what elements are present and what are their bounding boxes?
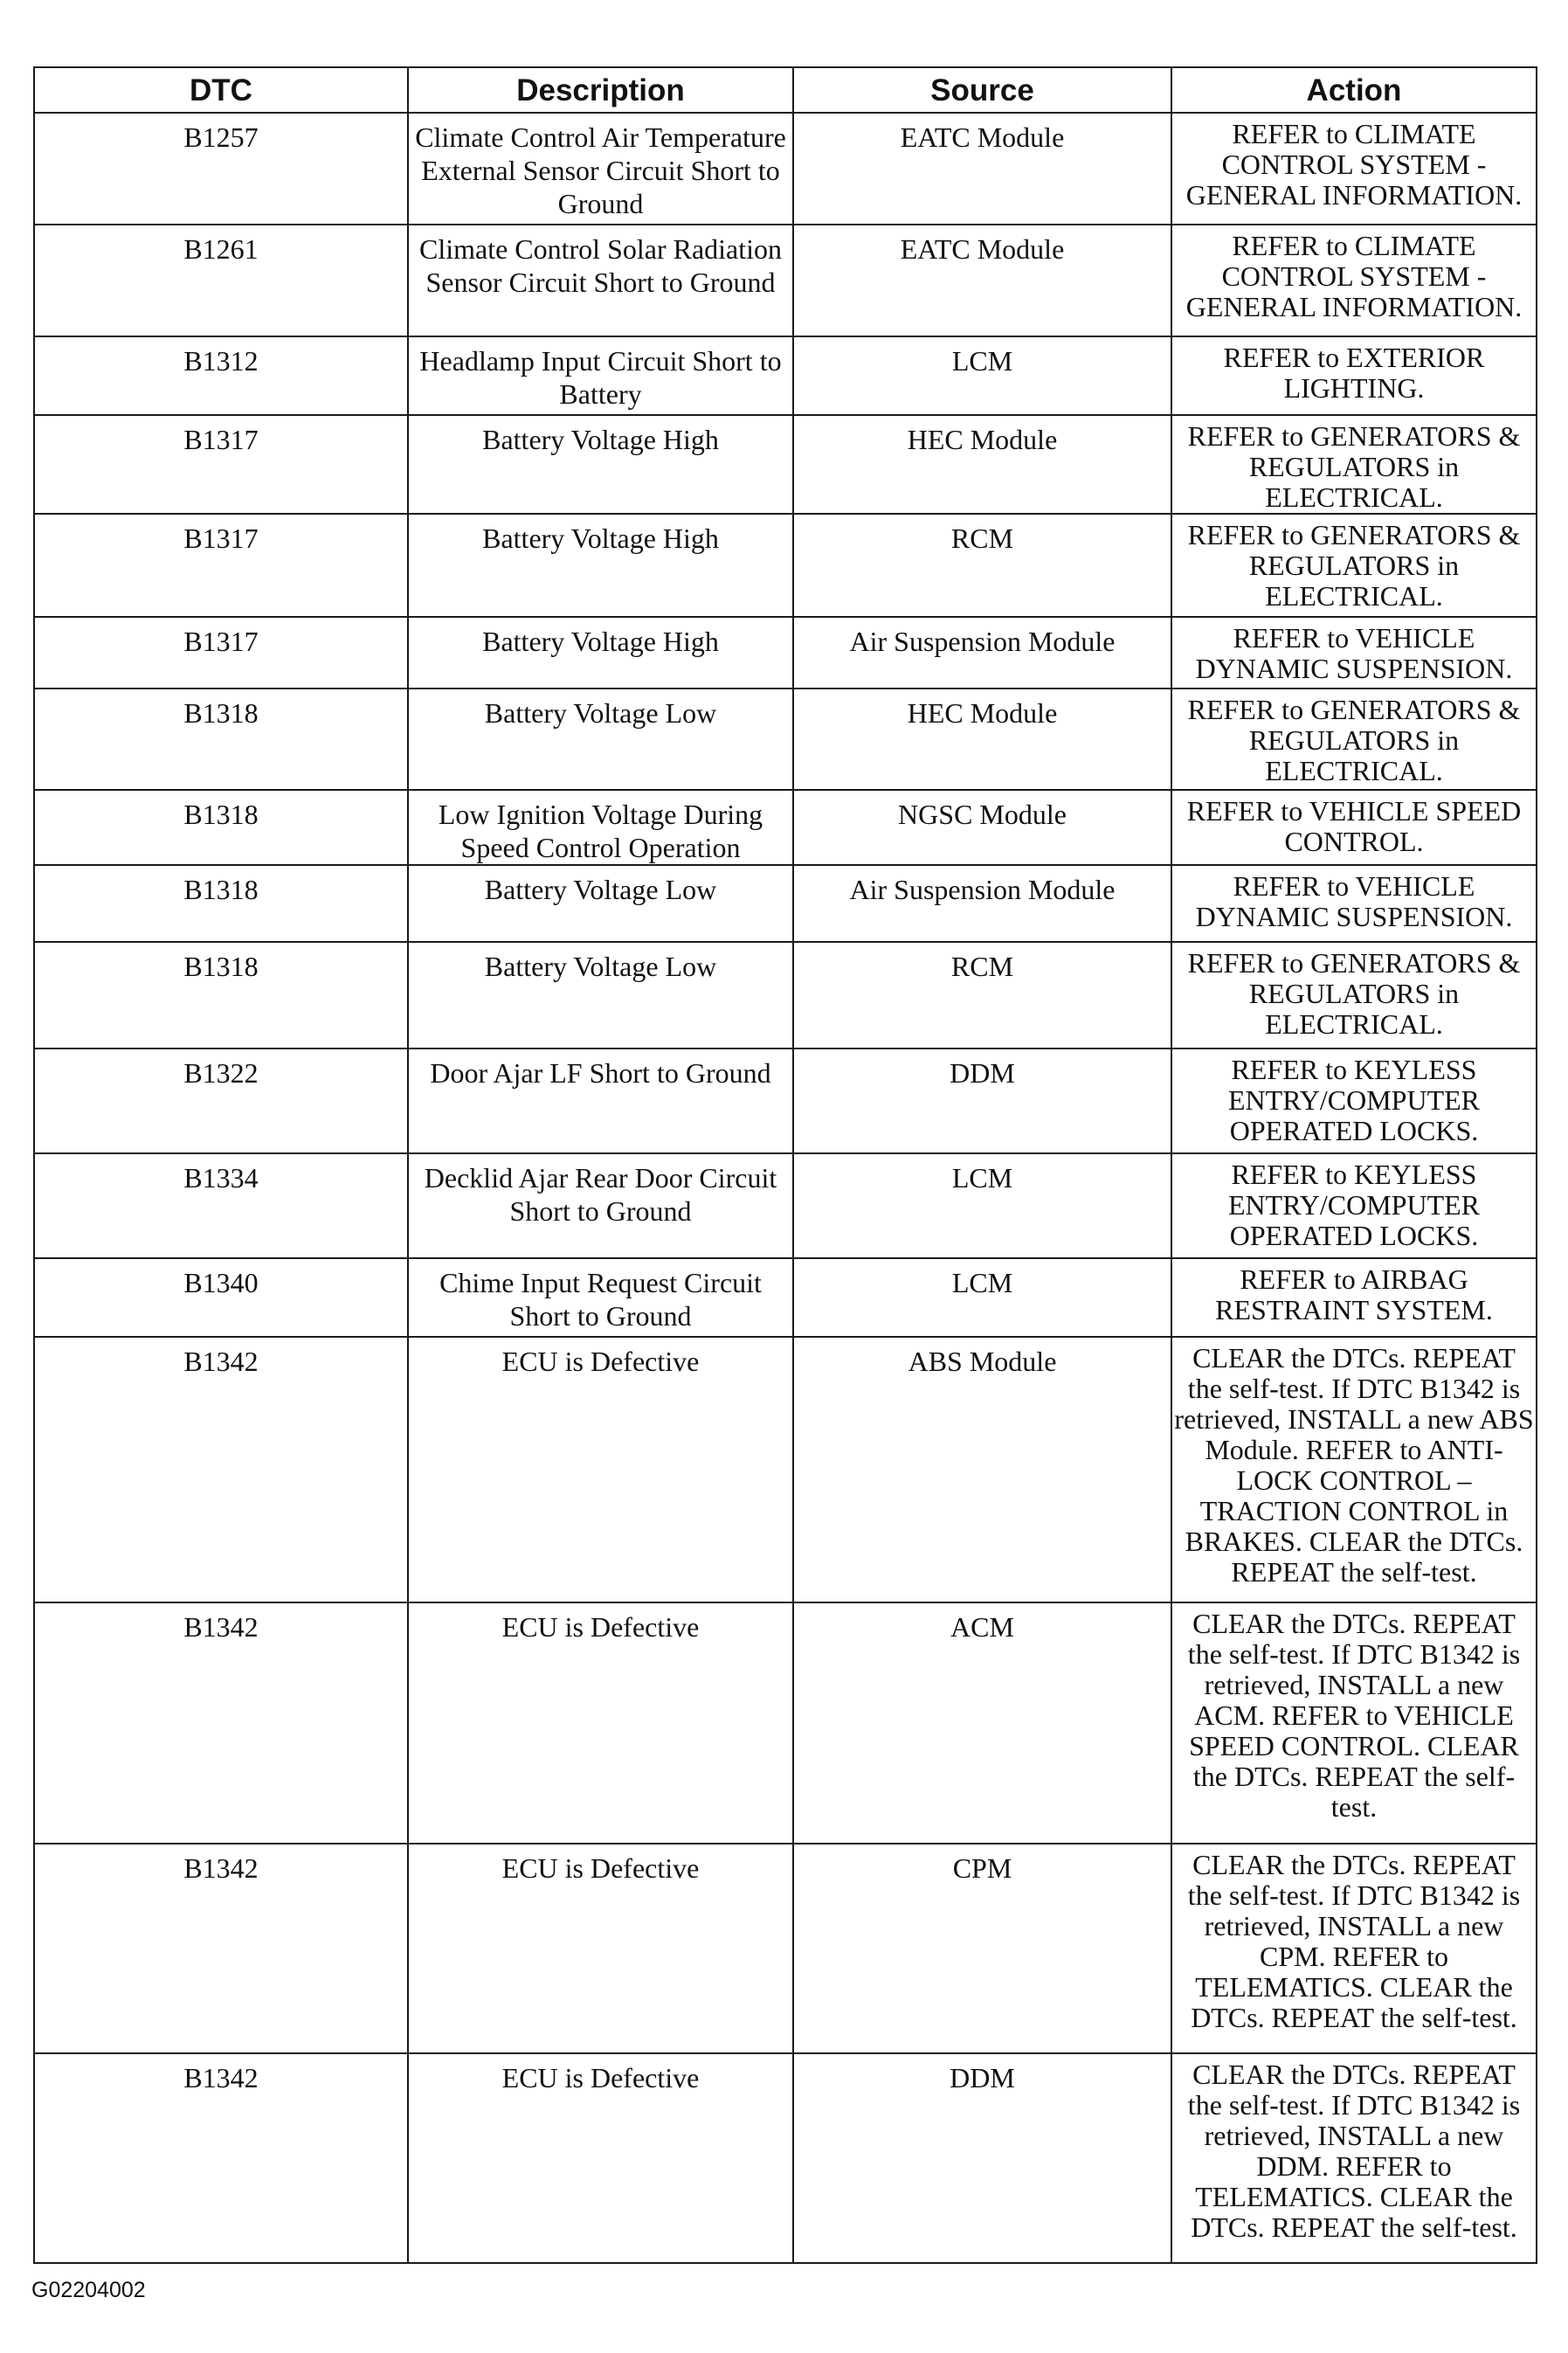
table-row: [34, 1153, 1537, 1258]
dtc-cell: B1342: [34, 2053, 408, 2263]
dtc-cell: B1317: [34, 514, 408, 617]
dtc-cell: B1318: [34, 689, 408, 790]
header-dtc: DTC: [34, 67, 408, 113]
description-cell: Battery Voltage High: [408, 514, 793, 617]
table-row: [34, 225, 1537, 336]
table-row: [34, 113, 1537, 225]
dtc-cell: B1317: [34, 617, 408, 689]
dtc-table: [33, 66, 1537, 2264]
action-cell: REFER to VEHICLE DYNAMIC SUSPENSION.: [1171, 617, 1537, 689]
source-cell: DDM: [793, 1048, 1171, 1153]
action-cell: REFER to VEHICLE DYNAMIC SUSPENSION.: [1171, 865, 1537, 942]
source-cell: ACM: [793, 1602, 1171, 1844]
dtc-cell: B1334: [34, 1153, 408, 1258]
dtc-cell: B1257: [34, 113, 408, 225]
action-cell: REFER to KEYLESS ENTRY/COMPUTER OPERATED LOCKS.: [1171, 1048, 1537, 1153]
dtc-cell: B1342: [34, 1602, 408, 1844]
dtc-cell: B1318: [34, 865, 408, 942]
header-row: [34, 67, 1537, 113]
table-row: [34, 336, 1537, 415]
source-cell: ABS Module: [793, 1337, 1171, 1602]
description-cell: Battery Voltage Low: [408, 942, 793, 1048]
dtc-cell: B1312: [34, 336, 408, 415]
table-row: [34, 1844, 1537, 2053]
source-cell: LCM: [793, 1258, 1171, 1337]
dtc-cell: B1342: [34, 1844, 408, 2053]
header-description: Description: [408, 67, 793, 113]
table-row: [34, 1048, 1537, 1153]
table-row: [34, 514, 1537, 617]
table-row: [34, 415, 1537, 514]
source-cell: EATC Module: [793, 225, 1171, 336]
action-cell: REFER to CLIMATE CONTROL SYSTEM - GENERAL INFORMATION.: [1171, 113, 1537, 225]
source-cell: RCM: [793, 514, 1171, 617]
header-source: Source: [793, 67, 1171, 113]
description-cell: Headlamp Input Circuit Short to Battery: [408, 336, 793, 415]
action-cell: CLEAR the DTCs. REPEAT the self-test. If DTC B1342 is retrieved, INSTALL a new ACM. REFER to VEHICLE SPEED CONTROL. CLEAR the DTCs. REPEAT the self-test.: [1171, 1602, 1537, 1844]
description-cell: ECU is Defective: [408, 1844, 793, 2053]
source-cell: EATC Module: [793, 113, 1171, 225]
source-cell: RCM: [793, 942, 1171, 1048]
action-cell: REFER to GENERATORS & REGULATORS in ELECTRICAL.: [1171, 942, 1537, 1048]
header-action: Action: [1171, 67, 1537, 113]
action-cell: REFER to GENERATORS & REGULATORS in ELECTRICAL.: [1171, 514, 1537, 617]
action-cell: REFER to VEHICLE SPEED CONTROL.: [1171, 790, 1537, 865]
table-row: [34, 1337, 1537, 1602]
source-cell: LCM: [793, 336, 1171, 415]
description-cell: ECU is Defective: [408, 2053, 793, 2263]
source-cell: LCM: [793, 1153, 1171, 1258]
description-cell: Low Ignition Voltage During Speed Control Operation: [408, 790, 793, 865]
description-cell: Battery Voltage Low: [408, 689, 793, 790]
dtc-cell: B1340: [34, 1258, 408, 1337]
action-cell: REFER to EXTERIOR LIGHTING.: [1171, 336, 1537, 415]
table-row: [34, 1258, 1537, 1337]
action-cell: REFER to CLIMATE CONTROL SYSTEM - GENERAL INFORMATION.: [1171, 225, 1537, 336]
action-cell: REFER to KEYLESS ENTRY/COMPUTER OPERATED LOCKS.: [1171, 1153, 1537, 1258]
source-cell: HEC Module: [793, 415, 1171, 514]
description-cell: Climate Control Solar Radiation Sensor Circuit Short to Ground: [408, 225, 793, 336]
description-cell: ECU is Defective: [408, 1337, 793, 1602]
description-cell: Decklid Ajar Rear Door Circuit Short to Ground: [408, 1153, 793, 1258]
source-cell: NGSC Module: [793, 790, 1171, 865]
dtc-cell: B1342: [34, 1337, 408, 1602]
dtc-cell: B1322: [34, 1048, 408, 1153]
figure-code: G02204002: [31, 2278, 146, 2302]
action-cell: REFER to AIRBAG RESTRAINT SYSTEM.: [1171, 1258, 1537, 1337]
dtc-cell: B1317: [34, 415, 408, 514]
source-cell: HEC Module: [793, 689, 1171, 790]
description-cell: Battery Voltage Low: [408, 865, 793, 942]
action-cell: CLEAR the DTCs. REPEAT the self-test. If DTC B1342 is retrieved, INSTALL a new DDM. REFER to TELEMATICS. CLEAR the DTCs. REPEAT the self-test.: [1171, 2053, 1537, 2263]
action-cell: REFER to GENERATORS & REGULATORS in ELECTRICAL.: [1171, 689, 1537, 790]
dtc-cell: B1318: [34, 942, 408, 1048]
description-cell: Chime Input Request Circuit Short to Ground: [408, 1258, 793, 1337]
description-cell: Climate Control Air Temperature External Sensor Circuit Short to Ground: [408, 113, 793, 225]
table-row: [34, 790, 1537, 865]
action-cell: REFER to GENERATORS & REGULATORS in ELECTRICAL.: [1171, 415, 1537, 514]
description-cell: Door Ajar LF Short to Ground: [408, 1048, 793, 1153]
table-row: [34, 2053, 1537, 2263]
table-row: [34, 689, 1537, 790]
dtc-cell: B1261: [34, 225, 408, 336]
description-cell: ECU is Defective: [408, 1602, 793, 1844]
action-cell: CLEAR the DTCs. REPEAT the self-test. If DTC B1342 is retrieved, INSTALL a new CPM. REFER to TELEMATICS. CLEAR the DTCs. REPEAT the self-test.: [1171, 1844, 1537, 2053]
dtc-cell: B1318: [34, 790, 408, 865]
source-cell: Air Suspension Module: [793, 865, 1171, 942]
table-row: [34, 1602, 1537, 1844]
table-row: [34, 617, 1537, 689]
source-cell: CPM: [793, 1844, 1171, 2053]
source-cell: Air Suspension Module: [793, 617, 1171, 689]
description-cell: Battery Voltage High: [408, 415, 793, 514]
source-cell: DDM: [793, 2053, 1171, 2263]
table-row: [34, 942, 1537, 1048]
description-cell: Battery Voltage High: [408, 617, 793, 689]
table-row: [34, 865, 1537, 942]
action-cell: CLEAR the DTCs. REPEAT the self-test. If DTC B1342 is retrieved, INSTALL a new ABS Module. REFER to ANTI-LOCK CONTROL – TRACTION CONTROL in BRAKES. CLEAR the DTCs. REPEAT the self-test.: [1171, 1337, 1537, 1602]
